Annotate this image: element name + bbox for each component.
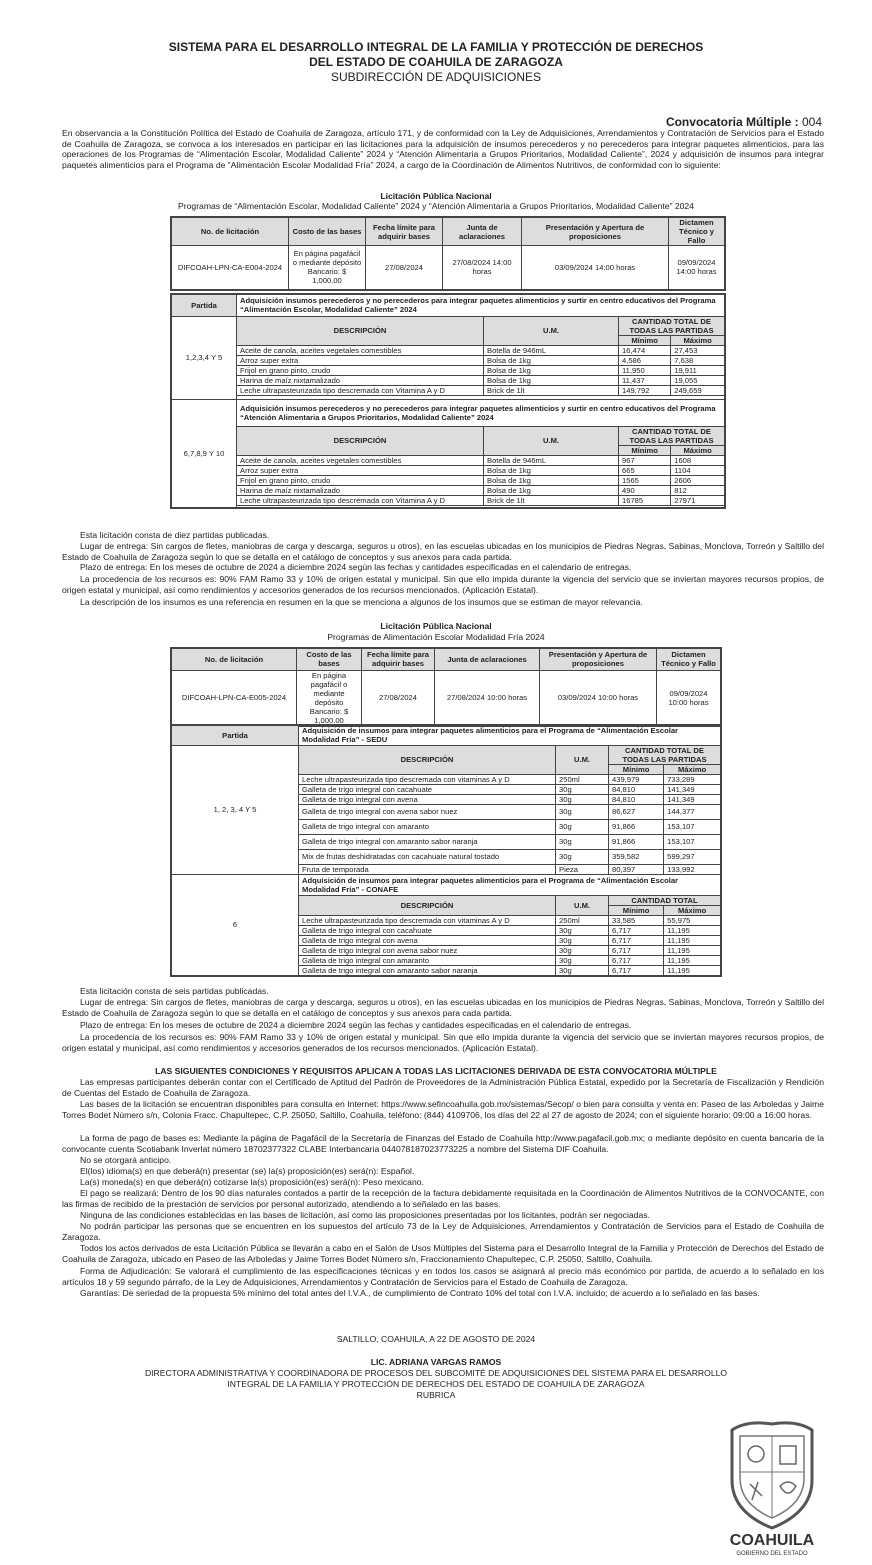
item-min: 16,474 bbox=[619, 345, 671, 355]
item-min: 1565 bbox=[619, 475, 671, 485]
item-um: Botella de 946mL bbox=[484, 455, 619, 465]
item-min: 91,866 bbox=[609, 819, 664, 834]
lic1-v5: 09/09/2024 14:00 horas bbox=[669, 246, 726, 290]
lic1-b2-min-header: Mínimo bbox=[619, 445, 671, 455]
item-min: 490 bbox=[619, 485, 671, 495]
lic2-b1-min-header: Mínimo bbox=[609, 764, 664, 774]
item-desc: Galleta de trigo integral con avena sabor nuez bbox=[299, 804, 556, 819]
lic1-h0: No. de licitación bbox=[171, 217, 289, 246]
item-desc: Galleta de trigo integral con avena bbox=[299, 794, 556, 804]
condition-2: Las bases de la licitación se encuentran disponibles para consulta en Internet: https://www.sefincoahuila.gob.mx/sistemas/Secop/ o bien para consulta y venta en: Paseo de las Arboledas y Jaime Torres Bodet Número s/n, Colonia Fracc. Chapultepec, C.P. 25050, Saltillo, Coahuila, teléfono: (844) 4109706, los días del 22 al 27 de agosto de 2024; con el siguiente horario: 09:00 a 16:00 horas. bbox=[62, 1099, 824, 1120]
item-um: Bolsa de 1kg bbox=[484, 365, 619, 375]
item-desc: Galleta de trigo integral con amaranto bbox=[299, 955, 556, 965]
item-desc: Arroz super extra bbox=[237, 465, 484, 475]
coahuila-logo bbox=[722, 1420, 822, 1560]
condition-7: El pago se realizará: Dentro de los 90 días naturales contados a partir de la recepción de la factura debidamente requisitada en la Coordinación de Alimentos Nutritivos de la CONVOCANTE, con las firmas de recibido de la prestación de servicios por personal autorizado, atendiendo a lo señalado en las bases. bbox=[62, 1188, 824, 1209]
condition-6: La(s) moneda(s) en que deberá(n) cotizarse la(s) proposición(es) será(n): Peso mexicano. bbox=[80, 1177, 424, 1187]
lic2-v2: 27/08/2024 bbox=[362, 670, 435, 726]
table-row bbox=[171, 365, 725, 375]
lic2-h3: Junta de aclaraciones bbox=[435, 648, 540, 670]
lic2-block1-partidas: 1, 2, 3, 4 Y 5 bbox=[171, 745, 299, 874]
lic2-h2: Fecha límite para adquirir bases bbox=[362, 648, 435, 670]
item-max: 141,349 bbox=[664, 784, 721, 794]
table-row bbox=[171, 455, 725, 465]
item-max: 7,638 bbox=[671, 355, 725, 365]
item-um: Botella de 946mL bbox=[484, 345, 619, 355]
lic2-items-table bbox=[170, 724, 722, 977]
notes1-3: Plazo de entrega: En los meses de octubre de 2024 a diciembre 2024 según las fechas y cantidades especificadas en el calendario de entregas. bbox=[80, 562, 632, 572]
item-min: 91,866 bbox=[609, 834, 664, 849]
item-desc: Galleta de trigo integral con avena sabor nuez bbox=[299, 945, 556, 955]
lic1-b2-max-header: Máximo bbox=[671, 445, 725, 455]
table-row bbox=[171, 475, 725, 485]
item-max: 144,377 bbox=[664, 804, 721, 819]
item-um: 250ml bbox=[556, 915, 609, 925]
lic2-b2-qty-header: CANTIDAD TOTAL bbox=[609, 895, 722, 905]
lic1-v1: En página pagafácil o mediante depósito Bancario: $ 1,000.00 bbox=[289, 246, 366, 290]
item-min: 665 bbox=[619, 465, 671, 475]
item-max: 27971 bbox=[671, 495, 725, 505]
lic1-h2: Fecha límite para adquirir bases bbox=[366, 217, 443, 246]
lic2-b1-um-header: U.M. bbox=[556, 745, 609, 774]
item-desc: Arroz super extra bbox=[237, 355, 484, 365]
item-desc: Fruta de temporada bbox=[299, 864, 556, 874]
lic2-b1-desc-header: DESCRIPCIÓN bbox=[299, 745, 556, 774]
item-max: 153,107 bbox=[664, 819, 721, 834]
item-max: 11,195 bbox=[664, 935, 721, 945]
item-min: 11,437 bbox=[619, 375, 671, 385]
place-date: SALTILLO, COAHUILA, A 22 DE AGOSTO DE 2024 bbox=[336, 1334, 536, 1344]
lic2-v5: 09/09/2024 10:00 horas bbox=[657, 670, 722, 726]
header-line-1: SISTEMA PARA EL DESARROLLO INTEGRAL DE LA FAMILIA Y PROTECCIÓN DE DERECHOS bbox=[168, 40, 704, 54]
lic2-subtitle: Programas de Alimentación Escolar Modalidad Fría 2024 bbox=[327, 632, 545, 642]
item-um: Brick de 1lt bbox=[484, 385, 619, 395]
item-max: 249,659 bbox=[671, 385, 725, 395]
lic1-b1-max-header: Máximo bbox=[671, 335, 725, 345]
notes1-5: La descripción de los insumos es una referencia en resumen en la que se menciona a algunos de los insumos que se estiman de mayor relevancia. bbox=[80, 597, 643, 607]
lic1-h3: Junta de aclaraciones bbox=[443, 217, 522, 246]
item-desc: Aceite de canola, aceites vegetales comestibles bbox=[237, 345, 484, 355]
item-max: 11,195 bbox=[664, 925, 721, 935]
table-row bbox=[171, 345, 725, 355]
lic1-schedule-table bbox=[170, 216, 726, 291]
item-max: 812 bbox=[671, 485, 725, 495]
item-max: 153,107 bbox=[664, 834, 721, 849]
item-min: 80,397 bbox=[609, 864, 664, 874]
signer-role-2: INTEGRAL DE LA FAMILIA Y PROTECCIÓN DE DERECHOS DEL ESTADO DE COAHUILA DE ZARAGOZA bbox=[227, 1379, 645, 1389]
spacer-row bbox=[171, 505, 725, 508]
lic1-items-table bbox=[170, 293, 726, 509]
item-min: 6,717 bbox=[609, 945, 664, 955]
item-um: 30g bbox=[556, 804, 609, 819]
notes2-2: Lugar de entrega: Sin cargos de fletes, maniobras de carga y descarga, seguros u otros), en las escuelas ubicadas en los municipios de Piedras Negras, Sabinas, Monclova, Torreón y Saltillo del Estado de Coahuila de Zaragoza según lo que se detalla en el catálogo de conceptos y sus anexos para cada partida. bbox=[62, 997, 824, 1018]
lic2-block2-title: Adquisición de insumos para integrar paquetes alimenticios para el Programa de “Alimentación Escolar Modalidad Fría” - CONAFE bbox=[299, 874, 722, 895]
lic1-b2-um-header: U.M. bbox=[484, 426, 619, 455]
coat-of-arms-icon bbox=[722, 1420, 822, 1532]
item-desc: Harina de maíz nixtamalizado bbox=[237, 375, 484, 385]
lic2-v0: DIFCOAH-LPN-CA-E005-2024 bbox=[171, 670, 297, 726]
item-max: 141,349 bbox=[664, 794, 721, 804]
lic1-block2-partidas: 6,7,8,9 Y 10 bbox=[171, 399, 237, 508]
table-row bbox=[171, 485, 725, 495]
lic1-b1-desc-header: DESCRIPCIÓN bbox=[237, 316, 484, 345]
item-desc: Mix de frutas deshidratadas con cacahuate natural tostado bbox=[299, 849, 556, 864]
item-um: 30g bbox=[556, 819, 609, 834]
convocatoria-label: Convocatoria Múltiple : bbox=[665, 115, 799, 129]
item-max: 55,975 bbox=[664, 915, 721, 925]
item-um: 30g bbox=[556, 849, 609, 864]
item-um: 30g bbox=[556, 945, 609, 955]
convocatoria-number bbox=[666, 115, 822, 129]
item-min: 6,717 bbox=[609, 935, 664, 945]
table-row bbox=[171, 375, 725, 385]
item-min: 359,582 bbox=[609, 849, 664, 864]
lic1-b1-um-header: U.M. bbox=[484, 316, 619, 345]
item-max: 1608 bbox=[671, 455, 725, 465]
item-min: 6,717 bbox=[609, 925, 664, 935]
item-desc: Leche ultrapasteurizada tipo descremada con Vitamina A y D bbox=[237, 385, 484, 395]
item-max: 2606 bbox=[671, 475, 725, 485]
item-um: Bolsa de 1kg bbox=[484, 375, 619, 385]
lic2-b1-max-header: Máximo bbox=[664, 764, 721, 774]
condition-1: Las empresas participantes deberán contar con el Certificado de Aptitud del Padrón de Proveedores de la Administración Pública Estatal, expedido por la Secretaría de Fiscalización y Rendición de Cuentas del Estado de Coahuila de Zaragoza. bbox=[62, 1077, 824, 1098]
item-max: 1104 bbox=[671, 465, 725, 475]
item-max: 27,453 bbox=[671, 345, 725, 355]
lic2-b2-min-header: Mínimo bbox=[609, 905, 664, 915]
item-max: 11,195 bbox=[664, 945, 721, 955]
conditions-title: LAS SIGUIENTES CONDICIONES Y REQUISITOS APLICAN A TODAS LAS LICITACIONES DERIVADA DE ESTA CONVOCATORIA MÚLTIPLE bbox=[155, 1066, 717, 1076]
item-max: 733,289 bbox=[664, 774, 721, 784]
lic2-h5: Dictamen Técnico y Fallo bbox=[657, 648, 722, 670]
item-um: Pieza bbox=[556, 864, 609, 874]
lic1-partida-header: Partida bbox=[171, 294, 237, 316]
lic2-h4: Presentación y Apertura de proposiciones bbox=[540, 648, 657, 670]
item-min: 6,717 bbox=[609, 955, 664, 965]
lic2-v3: 27/08/2024 10:00 horas bbox=[435, 670, 540, 726]
item-um: 30g bbox=[556, 925, 609, 935]
item-max: 599,297 bbox=[664, 849, 721, 864]
item-min: 967 bbox=[619, 455, 671, 465]
item-max: 133,992 bbox=[664, 864, 721, 874]
lic1-block1-partidas: 1,2,3,4 Y 5 bbox=[171, 316, 237, 399]
lic2-b2-desc-header: DESCRIPCIÓN bbox=[299, 895, 556, 915]
header-line-3: SUBDIRECCIÓN DE ADQUISICIONES bbox=[330, 70, 542, 84]
item-desc: Aceite de canola, aceites vegetales comestibles bbox=[237, 455, 484, 465]
condition-5: El(los) idioma(s) en que deberá(n) presentar (se) la(s) proposición(es) será(n): Español. bbox=[80, 1166, 415, 1176]
convocatoria-value: 004 bbox=[801, 115, 822, 129]
item-desc: Galleta de trigo integral con amaranto sabor naranja bbox=[299, 834, 556, 849]
item-min: 4,586 bbox=[619, 355, 671, 365]
item-um: 250ml bbox=[556, 774, 609, 784]
lic1-v0: DIFCOAH-LPN-CA-E004-2024 bbox=[171, 246, 289, 290]
item-desc: Galleta de trigo integral con amaranto sabor naranja bbox=[299, 965, 556, 976]
item-desc: Leche ultrapasteurizada tipo descremada con vitaminas A y D bbox=[299, 915, 556, 925]
notes1-2: Lugar de entrega: Sin cargos de fletes, maniobras de carga y descarga, seguros u otros), en las escuelas ubicadas en los municipios de Piedras Negras, Sabinas, Monclova, Torreón y Saltillo del Estado de Coahuila de Zaragoza según lo que se detalla en el catálogo de conceptos y sus anexos para cada partida. bbox=[62, 541, 824, 562]
item-um: Bolsa de 1kg bbox=[484, 355, 619, 365]
lic1-b2-desc-header: DESCRIPCIÓN bbox=[237, 426, 484, 455]
item-um: Bolsa de 1kg bbox=[484, 475, 619, 485]
item-min: 84,810 bbox=[609, 784, 664, 794]
item-min: 149,792 bbox=[619, 385, 671, 395]
lic1-title: Licitación Pública Nacional bbox=[380, 191, 492, 201]
lic1-block1-title: Adquisición insumos perecederos y no perecederos para integrar paquetes alimenticios y surtir en centro educativos del Programa “Alimentación Escolar, Modalidad Caliente” 2024 bbox=[237, 294, 726, 316]
lic2-schedule-table bbox=[170, 647, 722, 727]
item-min: 84,810 bbox=[609, 794, 664, 804]
lic2-v4: 03/09/2024 10:00 horas bbox=[540, 670, 657, 726]
signer-name: LIC. ADRIANA VARGAS RAMOS bbox=[370, 1357, 502, 1367]
item-desc: Galleta de trigo integral con amaranto bbox=[299, 819, 556, 834]
table-row bbox=[171, 385, 725, 395]
lic2-h0: No. de licitación bbox=[171, 648, 297, 670]
lic1-h5: Dictamen Técnico y Fallo bbox=[669, 217, 726, 246]
lic2-b1-qty-header: CANTIDAD TOTAL DE TODAS LAS PARTIDAS bbox=[609, 745, 722, 764]
item-min: 16785 bbox=[619, 495, 671, 505]
item-desc: Frijol en grano pinto, crudo bbox=[237, 475, 484, 485]
notes1-4: La procedencia de los recursos es: 90% FAM Ramo 33 y 10% de origen estatal y municipal. Sin que ello impida durante la vigencia del servicio que se inviertan mayores recursos propios, de origen estatal y municipal, así como rendimientos y accesorios generados de los recursos mencionados. (Aplicación Estatal). bbox=[62, 574, 824, 595]
lic2-b2-um-header: U.M. bbox=[556, 895, 609, 915]
lic2-block1-title: Adquisición de insumos para integrar paquetes alimenticios para el Programa de “Alimentación Escolar Modalidad Fría” - SEDU bbox=[299, 725, 722, 745]
item-desc: Frijol en grano pinto, crudo bbox=[237, 365, 484, 375]
notes2-4: La procedencia de los recursos es: 90% FAM Ramo 33 y 10% de origen estatal y municipal. Sin que ello impida durante la vigencia del servicio que se inviertan mayores recursos propios, de origen estatal y municipal, así como rendimientos y accesorios generados de los recursos mencionados. (Aplicación Estatal). bbox=[62, 1032, 824, 1053]
item-desc: Galleta de trigo integral con cacahuate bbox=[299, 925, 556, 935]
item-min: 86,627 bbox=[609, 804, 664, 819]
item-min: 33,585 bbox=[609, 915, 664, 925]
item-max: 19,911 bbox=[671, 365, 725, 375]
intro-paragraph: En observancia a la Constitución Política del Estado de Coahuila de Zaragoza, artículo 171, y de conformidad con la Ley de Adquisiciones, Arrendamientos y Contratación de Servicios para el Estado de Coahuila de Zaragoza, se convoca a los interesados en participar en las licitaciones para la adquisición de insumos perecederos y no perecederos para integrar paquetes alimenticios, para las operaciones de los Programas de “Alimentación Escolar, Modalidad Caliente” 2024 y “Atención Alimentaria a Grupos Prioritarios, Modalidad Caliente”, 2024 y adquisición de insumos para integrar paquetes alimenticios para el Programa de “Alimentación Escolar Modalidad Fría” 2024, a cargo de la Coordinación de Alimentos Nutritivos, de conformidad con lo siguiente: bbox=[62, 128, 824, 170]
lic1-h1: Costo de las bases bbox=[289, 217, 366, 246]
item-um: 30g bbox=[556, 955, 609, 965]
lic1-b1-qty-header: CANTIDAD TOTAL DE TODAS LAS PARTIDAS bbox=[619, 316, 726, 335]
table-row bbox=[171, 355, 725, 365]
lic1-h4: Presentación y Apertura de proposiciones bbox=[522, 217, 669, 246]
lic2-v1: En página pagafácil o mediante depósito Bancario: $ 1,000.00 bbox=[297, 670, 362, 726]
item-min: 439,979 bbox=[609, 774, 664, 784]
signer-role-1: DIRECTORA ADMINISTRATIVA Y COORDINADORA DE PROCESOS DEL SUBCOMITÉ DE ADQUISICIONES DEL SISTEMA PARA EL DESARROLLO bbox=[144, 1368, 728, 1378]
item-desc: Leche ultrapasteurizada tipo descremada con vitaminas A y D bbox=[299, 774, 556, 784]
condition-11: Forma de Adjudicación: Se valorará el cumplimiento de las especificaciones técnicas y en todos los casos se asignará al precio más económico por partida, de acuerdo a lo señalado en los artículos 18 y 59 segundo párrafo, de la Ley de Adquisiciones, Arrendamientos y Contratación de Servicios para el Estado de Coahuila de Zaragoza. bbox=[62, 1266, 824, 1287]
lic2-b2-max-header: Máximo bbox=[664, 905, 721, 915]
condition-4: No se otorgará anticipo. bbox=[80, 1155, 172, 1165]
item-desc: Leche ultrapasteurizada tipo descremada con Vitamina A y D bbox=[237, 495, 484, 505]
lic1-b2-qty-header: CANTIDAD TOTAL DE TODAS LAS PARTIDAS bbox=[619, 426, 726, 445]
spacer-cell bbox=[237, 505, 726, 508]
rubrica: RUBRICA bbox=[416, 1390, 456, 1400]
lic2-block2-partidas: 6 bbox=[171, 874, 299, 976]
lic1-v2: 27/08/2024 bbox=[366, 246, 443, 290]
item-max: 19,055 bbox=[671, 375, 725, 385]
lic1-v4: 03/09/2024 14:00 horas bbox=[522, 246, 669, 290]
item-um: 30g bbox=[556, 935, 609, 945]
item-um: Bolsa de 1kg bbox=[484, 465, 619, 475]
item-min: 11,950 bbox=[619, 365, 671, 375]
item-max: 11,195 bbox=[664, 965, 721, 976]
item-desc: Galleta de trigo integral con avena bbox=[299, 935, 556, 945]
item-desc: Galleta de trigo integral con cacahuate bbox=[299, 784, 556, 794]
condition-3: La forma de pago de bases es: Mediante la página de Pagafácil de la Secretaría de Finanzas del Estado de Coahuila http://www.pagafacil.gob.mx; o mediante depósito en cuenta bancaria de la convocante cuenta Scotiabank Inverlat número 18702377322 CLABE Interbancaria 044078187023773225 a nombre del Sistema DIF Coahuila. bbox=[62, 1133, 824, 1154]
lic1-block2-title: Adquisición insumos perecederos y no perecederos para integrar paquetes alimenticios y surtir en centro educativos del Programa “Atención Alimentaria a Grupos Prioritarios, Modalidad Caliente” 2024 bbox=[237, 399, 726, 426]
lic1-subtitle: Programas de “Alimentación Escolar, Modalidad Caliente” 2024 y “Atención Alimentaria a Grupos Prioritarios, Modalidad Caliente” 2024 bbox=[178, 201, 694, 211]
notes2-1: Esta licitación consta de seis partidas publicadas. bbox=[80, 986, 269, 996]
item-um: Brick de 1lt bbox=[484, 495, 619, 505]
header-line-2: DEL ESTADO DE COAHUILA DE ZARAGOZA bbox=[309, 55, 563, 69]
lic1-b1-min-header: Mínimo bbox=[619, 335, 671, 345]
item-um: Bolsa de 1kg bbox=[484, 485, 619, 495]
item-desc: Harina de maíz nixtamalizado bbox=[237, 485, 484, 495]
condition-10: Todos los actos derivados de esta Licitación Pública se llevarán a cabo en el Salón de Usos Múltiples del Sistema para el Desarrollo Integral de la Familia y Protección de Derechos del Estado de Coahuila de Zaragoza, ubicado en Paseo de las Arboledas y Jaime Torres Bodet Número s/n, Fraccionamiento Chapultepec, C.P. 25050, Saltillo, Coahuila. bbox=[62, 1243, 824, 1264]
condition-12: Garantías: De seriedad de la propuesta 5% mínimo del total antes del I.V.A., de cumplimiento de Contrato 10% del total con I.V.A. incluido; de acuerdo a lo señalado en las bases. bbox=[80, 1288, 760, 1298]
lic2-h1: Costo de las bases bbox=[297, 648, 362, 670]
logo-sub: GOBIERNO DEL ESTADO bbox=[736, 1551, 808, 1557]
table-row bbox=[171, 465, 725, 475]
item-min: 6,717 bbox=[609, 965, 664, 976]
lic2-title: Licitación Pública Nacional bbox=[380, 621, 492, 631]
condition-9: No podrán participar las personas que se encuentren en los supuestos del artículo 73 de la Ley de Adquisiciones, Arrendamientos y Contratación de Servicios para el Estado de Coahuila de Zaragoza. bbox=[62, 1221, 824, 1242]
notes1-1: Esta licitación consta de diez partidas publicadas. bbox=[80, 530, 270, 540]
item-max: 11,195 bbox=[664, 955, 721, 965]
item-um: 30g bbox=[556, 965, 609, 976]
item-um: 30g bbox=[556, 794, 609, 804]
logo-name: COAHUILA bbox=[729, 1532, 815, 1549]
lic1-v3: 27/08/2024 14:00 horas bbox=[443, 246, 522, 290]
table-row bbox=[171, 495, 725, 505]
condition-8: Ninguna de las condiciones establecidas en las bases de licitación, así como las proposiciones presentadas por los licitantes, podrán ser negociadas. bbox=[80, 1210, 650, 1220]
item-um: 30g bbox=[556, 834, 609, 849]
notes2-3: Plazo de entrega: En los meses de octubre de 2024 a diciembre 2024 según las fechas y cantidades especificadas en el calendario de entregas. bbox=[80, 1020, 632, 1030]
item-um: 30g bbox=[556, 784, 609, 794]
lic2-partida-header: Partida bbox=[171, 725, 299, 745]
